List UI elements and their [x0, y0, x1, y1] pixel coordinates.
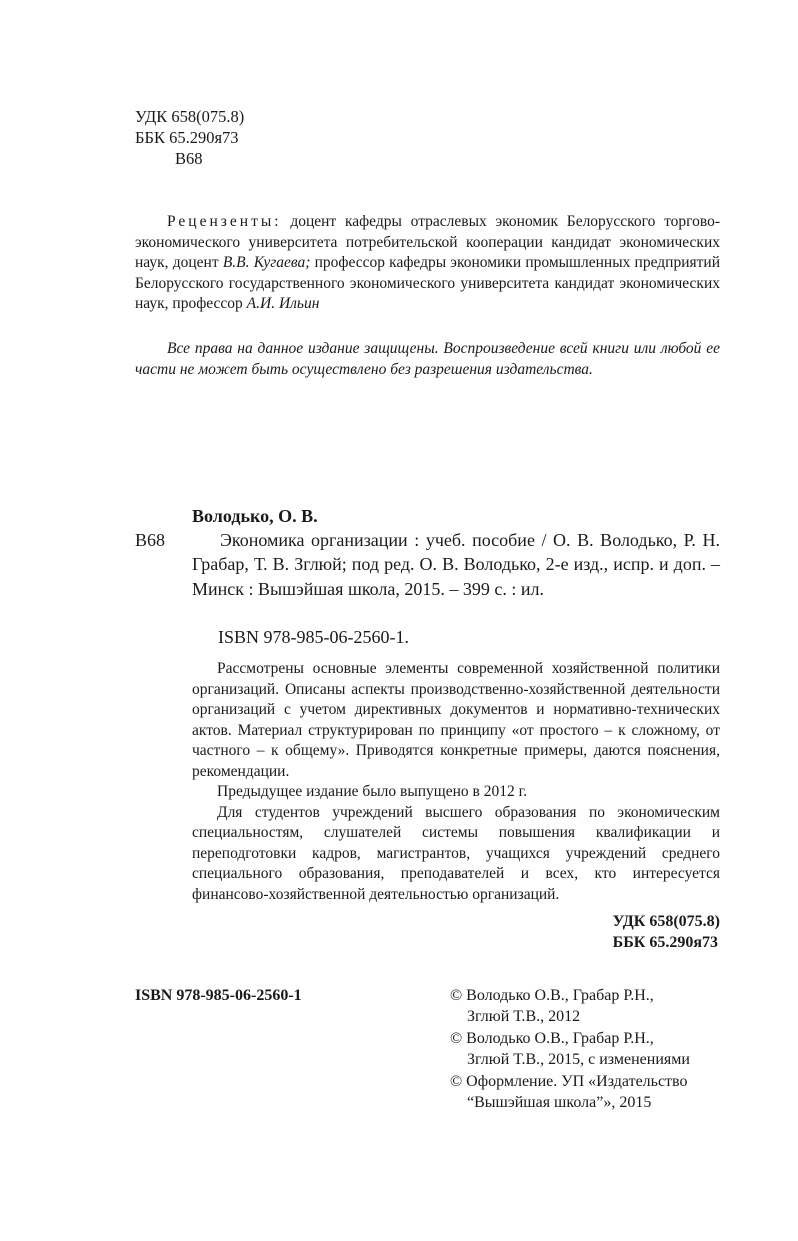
catalog-isbn: ISBN 978-985-06-2560-1. [218, 627, 409, 647]
copyright-line-2: Зглюй Т.В., 2015, с изменениями [467, 1051, 690, 1069]
reviewers-text-1: доцент кафедры отраслевых экономик Белорусского торгово-экономического университета потребительской кооперации кандидат экономических наук, доцент [135, 213, 720, 272]
copyright-line-2: Зглюй Т.В., 2012 [467, 1008, 581, 1026]
copyright-notices [450, 985, 740, 1113]
reviewers-paragraph [135, 212, 720, 315]
copyright-entry [450, 985, 740, 1028]
reviewer-name-2: А.И. Ильин [246, 295, 320, 313]
catalog-author: Володько, О. В. [192, 506, 318, 526]
annotation-paragraph-3: Для студентов учреждений высшего образования по экономическим специальностям, слушателей системы повышения квалификации и переподготовки кадров, магистрантов, учащихся учреждений среднего специального образования, преподавателей и всех, кто интересуется финансово-хозяйственной деятельностью организаций. [192, 803, 720, 903]
classification-codes [135, 106, 244, 169]
isbn-bottom: ISBN 978-985-06-2560-1 [135, 987, 302, 1004]
bbk-code: ББК 65.290я73 [135, 128, 239, 147]
reviewer-name-1: В.В. Кугаева; [222, 254, 311, 272]
bbk-code-right: ББК 65.290я73 [612, 934, 719, 951]
copyright-line-1: © Оформление. УП «Издательство [450, 1072, 688, 1090]
author-mark: В68 [175, 149, 203, 168]
copyright-line-2: “Вышэйшая школа”», 2015 [467, 1094, 652, 1112]
annotation-paragraph-1: Рассмотрены основные элементы современной хозяйственной политики организаций. Описаны аспекты производственно-хозяйственной деятельности организаций с учетом директивных документов и нормативно-технических актов. Материал структурирован по принципу «от простого – к сложному, от частного – к общему». Приводятся конкретные примеры, даются пояснения, рекомендации. [192, 660, 720, 780]
udk-code-right: УДК 658(075.8) [612, 913, 720, 930]
reviewers-label: Рецензенты: [167, 213, 282, 230]
copyright-line-1: © Володько О.В., Грабар Р.Н., [450, 987, 654, 1004]
copyright-entry [450, 1028, 740, 1071]
catalog-description: Экономика организации : учеб. пособие / О. В. Володько, Р. Н. Грабар, Т. В. Зглюй; под ред. О. В. Володько, 2-е изд., испр. и доп. – Минск : Вышэйшая школа, 2015. – 399 с. : ил. [192, 530, 720, 599]
udk-code: УДК 658(075.8) [135, 107, 245, 126]
annotation-paragraph-2: Предыдущее издание было выпущено в 2012 г. [217, 783, 528, 800]
rights-notice: Все права на данное издание защищены. Воспроизведение всей книги или любой ее части не может быть осуществлено без разрешения издательства. [135, 340, 720, 378]
copyright-entry [450, 1071, 740, 1114]
copyright-line-1: © Володько О.В., Грабар Р.Н., [450, 1029, 654, 1047]
annotation [192, 659, 720, 905]
classification-codes-right [613, 911, 720, 953]
reviewers-text-2: профессор кафедры экономики промышленных предприятий Белорусского государственного экономического университета кандидат экономических наук, профессор [135, 254, 720, 313]
catalog-code: В68 [135, 530, 166, 550]
